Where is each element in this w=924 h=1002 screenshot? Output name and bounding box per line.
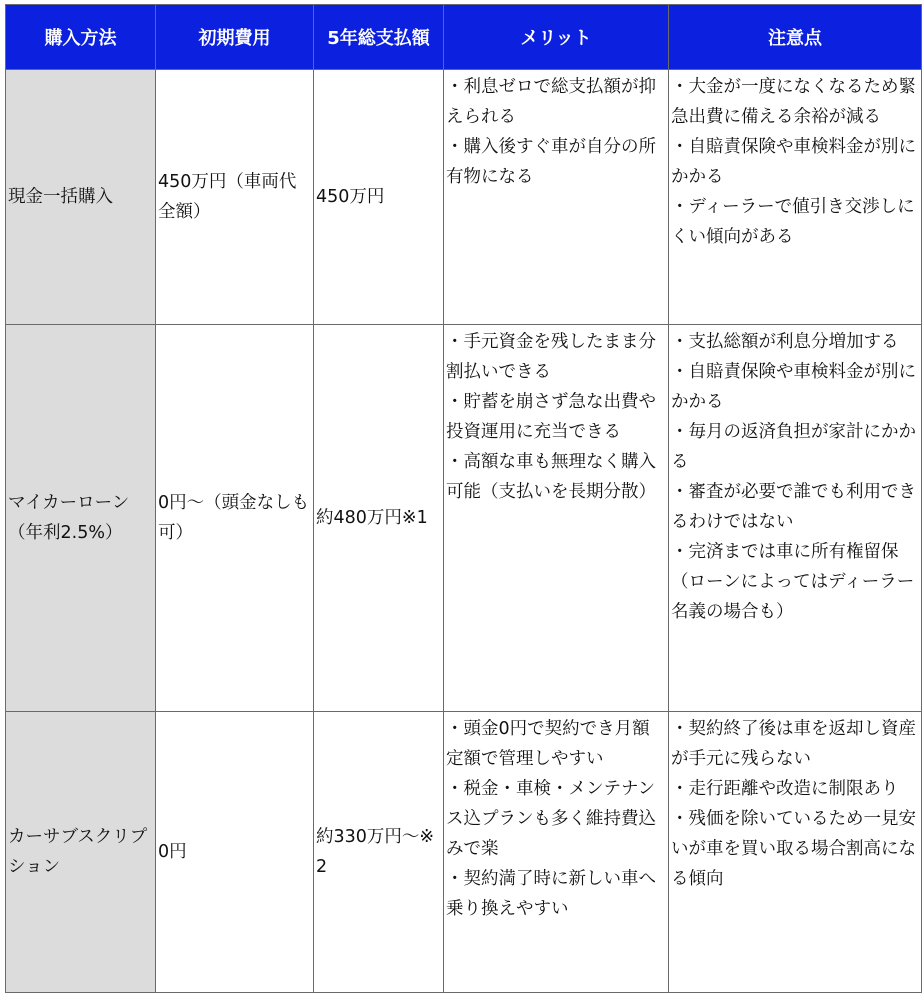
caution-item: ・自賠責保険や車検料金が別にかかる: [671, 362, 916, 412]
merit-item: ・貯蓄を崩さず急な出費や投資運用に充当できる: [446, 392, 656, 442]
merit-item: ・頭金0円で契約でき月額定額で管理しやすい: [446, 719, 650, 769]
comparison-table-container: [5, 4, 922, 993]
caution-item: ・残価を除いているため一見安いが車を買い取る場合割高になる傾向: [671, 809, 916, 889]
merit-item: ・契約満了時に新しい車へ乗り換えやすい: [446, 869, 656, 919]
merit-item: ・手元資金を残したまま分割払いできる: [446, 332, 656, 382]
cell-merits: [444, 325, 669, 712]
caution-item: ・契約終了後は車を返却し資産が手元に残らない: [671, 719, 916, 769]
header-total-5yr: 5年総支払額: [314, 5, 444, 70]
cell-merits: [444, 70, 669, 325]
cell-total-5yr: 450万円: [314, 70, 444, 325]
cell-merits: [444, 712, 669, 993]
caution-item: ・自賠責保険や車検料金が別にかかる: [671, 137, 916, 187]
cell-cautions: [669, 325, 922, 712]
caution-item: ・ディーラーで値引き交渉しにくい傾向がある: [671, 197, 915, 247]
header-merits: メリット: [444, 5, 669, 70]
cell-total-5yr: 約480万円※1: [314, 325, 444, 712]
cell-cautions: [669, 70, 922, 325]
merit-item: ・購入後すぐ車が自分の所有物になる: [446, 137, 656, 187]
caution-item: ・支払総額が利息分増加する: [671, 332, 899, 352]
merit-item: ・税金・車検・メンテナンス込プランも多く維持費込みで楽: [446, 779, 656, 859]
header-cautions: 注意点: [669, 5, 922, 70]
cell-method: マイカーローン（年利2.5%）: [6, 325, 156, 712]
caution-item: ・毎月の返済負担が家計にかかる: [671, 422, 916, 472]
table-header-row: [6, 5, 922, 70]
cell-initial-cost: 0円～（頭金なしも可）: [156, 325, 314, 712]
cell-initial-cost: 450万円（車両代全額）: [156, 70, 314, 325]
header-initial-cost: 初期費用: [156, 5, 314, 70]
purchase-method-comparison-table: [5, 4, 922, 993]
cell-initial-cost: 0円: [156, 712, 314, 993]
table-row: [6, 70, 922, 325]
cell-cautions: [669, 712, 922, 993]
cell-total-5yr: 約330万円～※2: [314, 712, 444, 993]
caution-item: ・走行距離や改造に制限あり: [671, 779, 899, 799]
cell-method: 現金一括購入: [6, 70, 156, 325]
caution-item: ・完済までは車に所有権留保（ローンによってはディーラー名義の場合も）: [671, 542, 915, 622]
caution-item: ・大金が一度になくなるため緊急出費に備える余裕が減る: [671, 77, 916, 127]
cell-method: カーサブスクリプション: [6, 712, 156, 993]
merit-item: ・利息ゼロで総支払額が抑えられる: [446, 77, 656, 127]
merit-item: ・高額な車も無理なく購入可能（支払いを長期分散）: [446, 452, 656, 502]
table-row: [6, 325, 922, 712]
header-purchase-method: 購入方法: [6, 5, 156, 70]
caution-item: ・審査が必要で誰でも利用できるわけではない: [671, 482, 916, 532]
table-row: [6, 712, 922, 993]
